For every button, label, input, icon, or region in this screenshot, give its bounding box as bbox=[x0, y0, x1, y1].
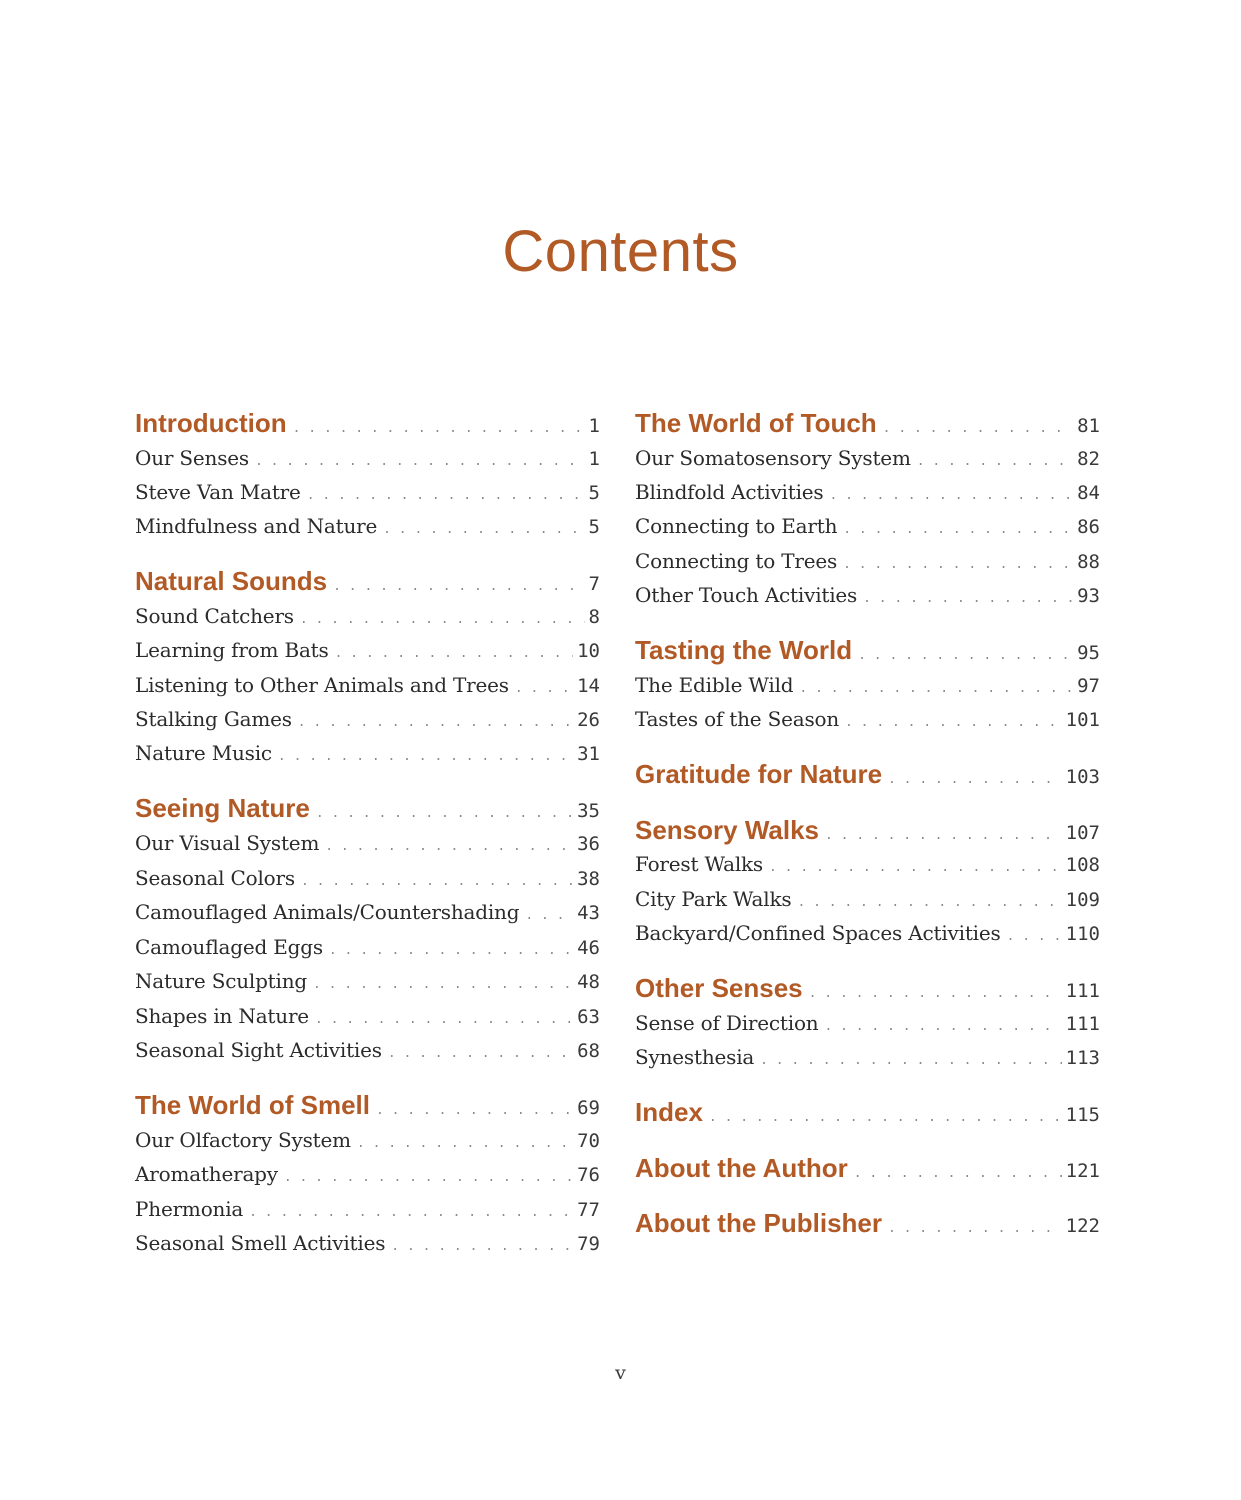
dot-leader bbox=[843, 522, 1073, 537]
toc-entry bbox=[135, 638, 600, 662]
dot-leader bbox=[388, 1046, 573, 1061]
dot-leader bbox=[525, 908, 573, 923]
dot-leader bbox=[888, 772, 1062, 787]
toc-entry-title: Learning from Bats bbox=[135, 638, 329, 662]
dot-leader bbox=[760, 1053, 1062, 1068]
toc-entry bbox=[135, 1038, 600, 1062]
dot-leader bbox=[391, 1239, 573, 1254]
dot-leader bbox=[300, 612, 585, 627]
toc-entry bbox=[635, 446, 1100, 470]
toc-entry bbox=[635, 549, 1100, 573]
dot-leader bbox=[333, 579, 584, 594]
toc-entry-title: Index bbox=[635, 1097, 703, 1127]
toc-entry bbox=[135, 1162, 600, 1186]
toc-page-number: 35 bbox=[577, 800, 600, 822]
dot-leader bbox=[824, 1019, 1061, 1034]
toc-entry-title: Synesthesia bbox=[635, 1045, 755, 1069]
toc-entry-title: Sense of Direction bbox=[635, 1011, 819, 1035]
dot-leader bbox=[843, 557, 1073, 572]
toc-entry-title: Our Somatosensory System bbox=[635, 446, 911, 470]
toc-entry bbox=[635, 887, 1100, 911]
dot-leader bbox=[376, 1103, 573, 1118]
dot-leader bbox=[357, 1136, 573, 1151]
toc-page-number: 7 bbox=[588, 573, 600, 595]
toc-page-number: 95 bbox=[1077, 642, 1100, 664]
page-folio: v bbox=[615, 1362, 626, 1384]
toc-page-number: 10 bbox=[577, 640, 600, 662]
toc-entry-title: Camouflaged Eggs bbox=[135, 935, 323, 959]
toc-entry-title: Tastes of the Season bbox=[635, 707, 840, 731]
toc-entry-title: Sensory Walks bbox=[635, 815, 820, 845]
toc-page-number: 14 bbox=[577, 675, 600, 697]
toc-entry-title: Other Senses bbox=[635, 973, 803, 1003]
toc-page-number: 121 bbox=[1065, 1160, 1100, 1182]
toc-entry-title: Camouflaged Animals/Countershading bbox=[135, 900, 520, 924]
toc-page-number: 108 bbox=[1065, 854, 1100, 876]
toc-page-number: 81 bbox=[1077, 415, 1100, 437]
toc-entry bbox=[135, 741, 600, 765]
toc-entry bbox=[135, 1197, 600, 1221]
toc-entry bbox=[135, 707, 600, 731]
dot-leader bbox=[845, 715, 1062, 730]
toc-entry-title: Connecting to Trees bbox=[635, 549, 838, 573]
toc-page-number: 107 bbox=[1065, 822, 1100, 844]
toc-page-number: 5 bbox=[588, 482, 600, 504]
toc-entry bbox=[135, 1128, 600, 1152]
dot-leader bbox=[298, 715, 573, 730]
toc-page-number: 79 bbox=[577, 1233, 600, 1255]
toc-entry-title: Nature Sculpting bbox=[135, 969, 307, 993]
toc-entry-title: Steve Van Matre bbox=[135, 480, 301, 504]
toc-page-number: 38 bbox=[577, 868, 600, 890]
toc-section-heading bbox=[635, 408, 1100, 439]
dot-leader bbox=[301, 874, 573, 889]
toc-entry bbox=[635, 514, 1100, 538]
dot-leader bbox=[316, 806, 573, 821]
toc-page-number: 48 bbox=[577, 971, 600, 993]
dot-leader bbox=[888, 1221, 1062, 1236]
dot-leader bbox=[278, 749, 573, 764]
toc-entry bbox=[135, 446, 600, 470]
toc-section-heading bbox=[135, 793, 600, 824]
toc-page-number: 43 bbox=[577, 902, 600, 924]
toc-entry-title: Introduction bbox=[135, 408, 287, 438]
toc-entry-title: Seasonal Smell Activities bbox=[135, 1231, 386, 1255]
toc-entry bbox=[135, 900, 600, 924]
toc-page-number: 8 bbox=[588, 606, 600, 628]
toc-page-number: 70 bbox=[577, 1130, 600, 1152]
dot-leader bbox=[293, 421, 585, 436]
toc-entry-title: Phermonia bbox=[135, 1197, 244, 1221]
toc-entry bbox=[135, 935, 600, 959]
dot-leader bbox=[769, 860, 1062, 875]
toc-page-number: 101 bbox=[1065, 709, 1100, 731]
dot-leader bbox=[709, 1110, 1062, 1125]
toc-section-heading bbox=[635, 759, 1100, 790]
toc-page-number: 46 bbox=[577, 937, 600, 959]
dot-leader bbox=[883, 421, 1073, 436]
toc-entry-title: About the Author bbox=[635, 1153, 848, 1183]
dot-leader bbox=[829, 488, 1073, 503]
toc-page-number: 115 bbox=[1065, 1104, 1100, 1126]
toc-entry-title: Shapes in Nature bbox=[135, 1004, 309, 1028]
toc-page-number: 36 bbox=[577, 833, 600, 855]
toc-page-number: 122 bbox=[1065, 1215, 1100, 1237]
dot-leader bbox=[863, 591, 1073, 606]
toc-page-number: 86 bbox=[1077, 516, 1100, 538]
toc-entry-title: The World of Touch bbox=[635, 408, 877, 438]
toc-entry bbox=[635, 852, 1100, 876]
toc-entry-title: Seasonal Colors bbox=[135, 866, 295, 890]
toc-entry-title: Our Visual System bbox=[135, 831, 320, 855]
dot-leader bbox=[515, 681, 573, 696]
toc-page-number: 103 bbox=[1065, 766, 1100, 788]
toc-page-number: 63 bbox=[577, 1006, 600, 1028]
dot-leader bbox=[313, 977, 573, 992]
dot-leader bbox=[284, 1170, 573, 1185]
toc-section-heading bbox=[635, 635, 1100, 666]
toc-section-heading bbox=[135, 1090, 600, 1121]
toc-entry-title: Aromatherapy bbox=[135, 1162, 278, 1186]
dot-leader bbox=[325, 839, 573, 854]
toc-entry-title: Mindfulness and Nature bbox=[135, 514, 378, 538]
dot-leader bbox=[329, 943, 573, 958]
toc-page-number: 111 bbox=[1065, 1013, 1100, 1035]
toc-entry-title: Gratitude for Nature bbox=[635, 759, 883, 789]
toc-page-number: 68 bbox=[577, 1040, 600, 1062]
toc-section-heading bbox=[635, 1153, 1100, 1184]
toc-page-number: 111 bbox=[1065, 980, 1100, 1002]
toc-entry-title: Stalking Games bbox=[135, 707, 292, 731]
dot-leader bbox=[249, 1205, 573, 1220]
dot-leader bbox=[307, 488, 585, 503]
toc-page-number: 84 bbox=[1077, 482, 1100, 504]
dot-leader bbox=[799, 681, 1073, 696]
toc-page-number: 93 bbox=[1077, 585, 1100, 607]
toc-entry bbox=[135, 1231, 600, 1255]
toc-entry-title: Seasonal Sight Activities bbox=[135, 1038, 382, 1062]
toc-page-number: 5 bbox=[588, 516, 600, 538]
dot-leader bbox=[854, 1166, 1062, 1181]
toc-page-number: 1 bbox=[588, 448, 600, 470]
toc-entry-title: Forest Walks bbox=[635, 852, 764, 876]
dot-leader bbox=[315, 1012, 573, 1027]
toc-entry-title: The Edible Wild bbox=[635, 673, 794, 697]
toc-entry bbox=[135, 1004, 600, 1028]
toc-entry-title: Connecting to Earth bbox=[635, 514, 838, 538]
toc-page-number: 109 bbox=[1065, 889, 1100, 911]
toc-entry bbox=[135, 673, 600, 697]
toc-entry-title: About the Publisher bbox=[635, 1208, 882, 1238]
toc-entry bbox=[135, 604, 600, 628]
toc-entry bbox=[135, 514, 600, 538]
toc-page-number: 82 bbox=[1077, 448, 1100, 470]
dot-leader bbox=[1007, 929, 1062, 944]
toc-page-number: 26 bbox=[577, 709, 600, 731]
toc-section-heading bbox=[635, 973, 1100, 1004]
toc-entry bbox=[635, 673, 1100, 697]
toc-section-heading bbox=[635, 1097, 1100, 1128]
toc-entry bbox=[135, 831, 600, 855]
toc-entry-title: Sound Catchers bbox=[135, 604, 294, 628]
toc-entry-title: Our Olfactory System bbox=[135, 1128, 351, 1152]
dot-leader bbox=[825, 828, 1062, 843]
dot-leader bbox=[797, 895, 1061, 910]
toc-page-number: 97 bbox=[1077, 675, 1100, 697]
toc-entry-title: City Park Walks bbox=[635, 887, 792, 911]
toc-entry-title: Backyard/Confined Spaces Activities bbox=[635, 921, 1001, 945]
toc-entry-title: Blindfold Activities bbox=[635, 480, 824, 504]
dot-leader bbox=[255, 454, 585, 469]
toc-entry bbox=[135, 480, 600, 504]
toc-entry-title: The World of Smell bbox=[135, 1090, 370, 1120]
toc-entry bbox=[635, 921, 1100, 945]
toc-page-number: 110 bbox=[1065, 923, 1100, 945]
toc-entry-title: Natural Sounds bbox=[135, 566, 328, 596]
dot-leader bbox=[809, 986, 1062, 1001]
toc-page-number: 1 bbox=[588, 415, 600, 437]
toc-section-heading bbox=[635, 1208, 1100, 1239]
toc-entry-title: Nature Music bbox=[135, 741, 272, 765]
toc-entry-title: Tasting the World bbox=[635, 635, 853, 665]
dot-leader bbox=[858, 648, 1073, 663]
toc-entry bbox=[635, 707, 1100, 731]
toc-entry bbox=[635, 1011, 1100, 1035]
toc-entry bbox=[635, 1045, 1100, 1069]
toc-page-number: 76 bbox=[577, 1164, 600, 1186]
toc-page-number: 31 bbox=[577, 743, 600, 765]
toc-section-heading bbox=[635, 815, 1100, 846]
toc-page-number: 77 bbox=[577, 1199, 600, 1221]
dot-leader bbox=[383, 522, 584, 537]
toc-entry-title: Other Touch Activities bbox=[635, 583, 858, 607]
toc-page-number: 88 bbox=[1077, 551, 1100, 573]
toc-page-number: 113 bbox=[1065, 1047, 1100, 1069]
toc-section-heading bbox=[135, 566, 600, 597]
page-title: Contents bbox=[502, 219, 739, 284]
toc-page-number: 69 bbox=[577, 1097, 600, 1119]
toc-entry-title: Seeing Nature bbox=[135, 793, 310, 823]
toc-entry bbox=[635, 583, 1100, 607]
toc-entry-title: Listening to Other Animals and Trees bbox=[135, 673, 509, 697]
dot-leader bbox=[917, 454, 1073, 469]
toc-entry bbox=[135, 969, 600, 993]
toc-entry bbox=[135, 866, 600, 890]
toc-entry-title: Our Senses bbox=[135, 446, 249, 470]
toc-section-heading bbox=[135, 408, 600, 439]
toc-entry bbox=[635, 480, 1100, 504]
dot-leader bbox=[335, 646, 574, 661]
